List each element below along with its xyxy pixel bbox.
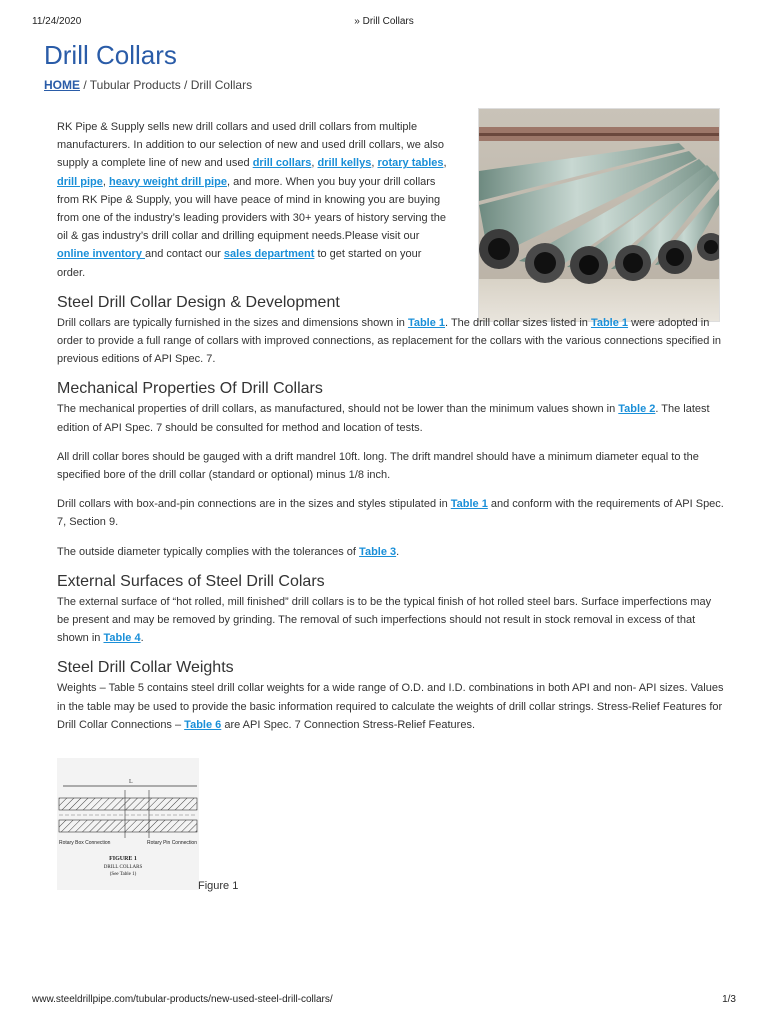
- print-header: [32, 16, 736, 30]
- breadcrumb-home-link[interactable]: HOME: [44, 78, 80, 92]
- link-drill-pipe[interactable]: drill pipe: [57, 175, 103, 188]
- weights-paragraph: [57, 679, 725, 734]
- intro-paragraph: [57, 118, 452, 282]
- mechanical-text-2: . The latest edition of API Spec. 7 should be consulted for method and location of tests.: [57, 403, 710, 434]
- print-footer: [32, 994, 736, 1008]
- design-text-2: . The drill collar sizes listed in: [445, 316, 591, 329]
- label-rotary-pin: Rotary Pin Connection: [146, 840, 197, 846]
- mechanical-paragraph-4: [57, 543, 725, 561]
- link-online-inventory[interactable]: online inventory: [57, 248, 146, 261]
- link-heavy-weight-drill-pipe[interactable]: heavy weight drill pipe: [108, 175, 227, 188]
- section-heading-weights: Steel Drill Collar Weights: [57, 659, 234, 677]
- dimension-label-l: L: [129, 779, 133, 785]
- breadcrumb-trail: / Tubular Products / Drill Collars: [83, 78, 253, 92]
- drill-collar-diagram: [57, 758, 199, 890]
- main-content: [57, 118, 725, 745]
- external-paragraph: [57, 593, 725, 648]
- mechanical-paragraph-2: All drill collar bores should be gauged with a drift mandrel 10ft. long. The drift mandrel should have a minimum diameter equal to the specified bore of the drill collar (standard or optional) minus 1/8 inch.: [57, 450, 699, 482]
- link-table-3[interactable]: Table 3: [359, 545, 397, 558]
- link-table-4[interactable]: Table 4: [103, 632, 141, 645]
- figure-caption: [198, 880, 238, 892]
- intro-text-2: ,: [311, 157, 318, 170]
- label-rotary-box: Rotary Box Connection: [59, 840, 111, 846]
- link-drill-kellys[interactable]: drill kellys: [317, 157, 372, 170]
- intro-text-4: ,: [443, 157, 447, 170]
- print-page-title: » Drill Collars: [354, 16, 414, 27]
- figure-1-diagram: [57, 758, 199, 890]
- intro-text-5: ,: [102, 175, 109, 188]
- intro-text-6: , and more. When you buy your drill collars from RK Pipe & Supply, you will have peace of mind in knowing you are buying from one of the industry’s leading providers with 30+ years of history serving the oil & gas industry’s drill collar and drilling equipment needs.Please visit our: [57, 175, 446, 243]
- section-heading-mechanical: Mechanical Properties Of Drill Collars: [57, 380, 323, 398]
- mechanical-text-3: Drill collars with box-and-pin connections are in the sizes and styles stipulated in: [57, 498, 451, 511]
- link-table-1[interactable]: Table 1: [450, 498, 488, 511]
- mechanical-text-4: and conform with the requirements of API Spec. 7, Section 9.: [57, 498, 724, 529]
- breadcrumb: [44, 78, 252, 92]
- mechanical-paragraph-1: [57, 400, 725, 436]
- figure-title: FIGURE 1: [109, 856, 137, 862]
- mechanical-text-5: The outside diameter typically complies with the tolerances of: [57, 545, 360, 558]
- weights-text-1: Weights – Table 5 contains steel drill collar weights for a wide range of O.D. and I.D. combinations in both API and non- API sizes. Values in the table may be used to provide the basic information required to calculate the weights of drill collar strings. Stress-Relief Features for Drill Collar Connections –: [57, 682, 724, 731]
- mechanical-text-6: .: [396, 545, 400, 558]
- intro-text-1: RK Pipe & Supply sells new drill collars and used drill collars from multiple manufacturers. In addition to our selection of new and used drill collars, we also supply a complete line of new and used: [57, 121, 445, 170]
- figure-note: (See Table 1): [109, 872, 137, 877]
- link-table-1[interactable]: Table 1: [590, 316, 629, 329]
- page-title: Drill Collars: [44, 40, 177, 70]
- link-sales-department[interactable]: sales department: [223, 248, 315, 261]
- link-table-1[interactable]: Table 1: [407, 316, 446, 329]
- external-text-2: .: [140, 632, 144, 645]
- intro-text-8: to get started on your order.: [57, 248, 422, 279]
- print-url: www.steeldrillpipe.com/tubular-products/new-used-steel-drill-collars/: [32, 994, 333, 1005]
- link-drill-collars[interactable]: drill collars: [252, 157, 312, 170]
- link-table-2[interactable]: Table 2: [618, 403, 656, 416]
- mechanical-text-1: The mechanical properties of drill collars, as manufactured, should not be lower than the minimum values shown in: [57, 403, 619, 416]
- intro-text-7: and contact our: [145, 248, 224, 261]
- section-heading-design: Steel Drill Collar Design & Development: [57, 293, 340, 311]
- design-text-1: Drill collars are typically furnished in the sizes and dimensions shown in: [57, 316, 408, 329]
- figure-caption-text: Figure 1: [198, 880, 239, 892]
- design-paragraph: [57, 314, 725, 369]
- section-heading-external: External Surfaces of Steel Drill Colars: [57, 572, 325, 590]
- print-date: 11/24/2020: [32, 16, 82, 27]
- weights-text-2: are API Spec. 7 Connection Stress-Relief Features.: [221, 718, 476, 731]
- figure-subtitle: DRILL COLLARS: [103, 865, 143, 870]
- intro-text-3: ,: [371, 157, 378, 170]
- external-text-1: The external surface of “hot rolled, mill finished” drill collars is to be the typical finish of hot rolled steel bars. Surface imperfections may be present and may be removed by grinding. The removal of such imperfections should not result in stock removal in excess of that shown in: [57, 595, 712, 645]
- link-table-6[interactable]: Table 6: [184, 718, 222, 731]
- link-rotary-tables[interactable]: rotary tables: [377, 157, 444, 170]
- mechanical-paragraph-3: [57, 495, 725, 531]
- design-text-3: were adopted in order to provide a full range of collars with improved connections, as replacement for the collars with the various connections specified in previous editions of API Spec. 7.: [57, 316, 722, 366]
- print-page-number: 1/3: [722, 994, 736, 1005]
